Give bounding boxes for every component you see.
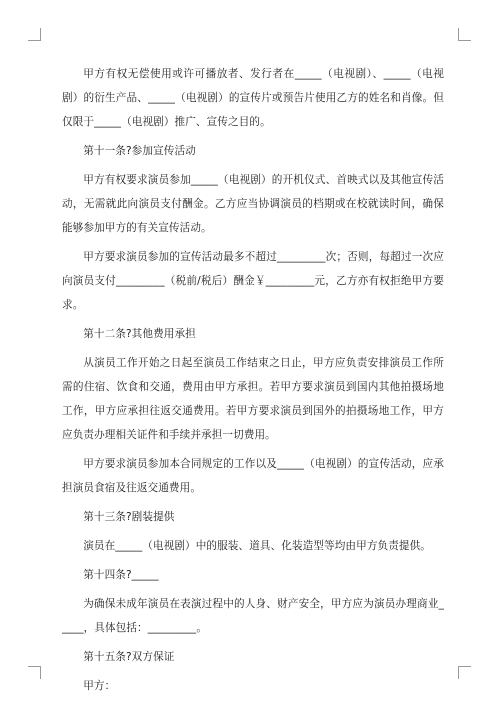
paragraph-promo-expenses: 甲方要求演员参加本合同规定的工作以及_____（电视剧）的宣传活动，应承担演员食宿及往返交通费用。 bbox=[62, 458, 444, 494]
crop-mark-top-right bbox=[458, 28, 471, 41]
document-page bbox=[62, 62, 444, 703]
crop-mark-bottom-right bbox=[458, 666, 471, 679]
crop-mark-bottom-left bbox=[28, 666, 41, 679]
article-13-heading: 第十三条?剧装提供 bbox=[83, 511, 175, 523]
article-14-heading: 第十四条?_____ bbox=[83, 569, 159, 581]
paragraph-promo-limit: 甲方要求演员参加的宣传活动最多不超过_________次；否则，每超过一次应向演员支付_________（税前/税后）酬金￥_________元，乙方亦有权拒绝甲方要求。 bbox=[62, 251, 444, 311]
party-a-label: 甲方： bbox=[83, 680, 116, 692]
paragraph-promo-events: 甲方有权要求演员参加_____（电视剧）的开机仪式、首映式以及其他宣传活动，无需就此向演员支付酬金。乙方应当协调演员的档期或在校就读时间，确保能够参加甲方的有关宣传活动。 bbox=[62, 174, 444, 234]
article-11-heading: 第十一条?参加宣传活动 bbox=[83, 145, 196, 157]
paragraph-insurance: 为确保未成年演员在表演过程中的人身、财产安全，甲方应为演员办理商业_____，具体包括：_________。 bbox=[62, 598, 444, 634]
article-15-heading: 第十五条?双方保证 bbox=[83, 651, 175, 663]
crop-mark-top-left bbox=[28, 28, 41, 41]
paragraph-costumes: 演员在_____（电视剧）中的服装、道具、化装造型等均由甲方负责提供。 bbox=[83, 540, 431, 552]
article-12-heading: 第十二条?其他费用承担 bbox=[83, 328, 196, 340]
paragraph-portrait-rights: 甲方有权无偿使用或许可播放者、发行者在_____（电视剧）、_____（电视剧）的衍生产品、_____（电视剧）的宣传片或预告片使用乙方的姓名和肖像。但仅限于_____（电视剧）推广、宣传之目的。 bbox=[62, 68, 444, 128]
paragraph-expenses: 从演员工作开始之日起至演员工作结束之日止，甲方应负责安排演员工作所需的住宿、饮食和交通，费用由甲方承担。若甲方要求演员到国内其他拍摄场地工作，甲方应承担往返交通费用。若甲方要求演员到国外的拍摄场地工作，甲方应负责办理相关证件和手续并承担一切费用。 bbox=[62, 357, 444, 441]
